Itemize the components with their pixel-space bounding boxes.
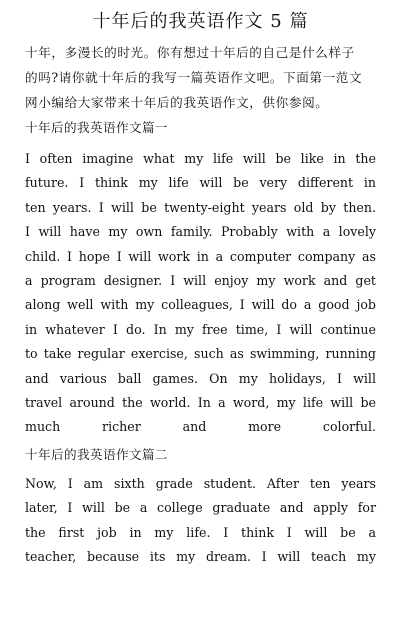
- essay-line: later, I will be a college graduate and apply for: [25, 500, 376, 516]
- essay-line: along well with my colleagues, I will do a good job: [25, 297, 376, 313]
- essay-line: future. I think my life will be very different in: [25, 175, 376, 191]
- essay-line: and various ball games. On my holidays, I will: [25, 370, 376, 386]
- essay-line: the first job in my life. I think I will be a: [25, 524, 376, 540]
- essay-line: a program designer. I will enjoy my work and get: [25, 273, 376, 289]
- essay-one: [25, 147, 376, 440]
- intro-line: 十年，多漫长的时光。你有想过十年后的自己是什么样子: [25, 45, 355, 60]
- essay-two: [25, 472, 376, 570]
- document-title: 十年后的我英语作文 5 篇: [92, 11, 309, 32]
- essay-line: Now, I am sixth grade student. After ten years: [25, 475, 376, 491]
- document-page: [0, 10, 400, 618]
- intro-line: 网小编给大家带来十年后的我英语作文，供你参阅。: [25, 95, 329, 110]
- essay-line: teacher, because its my dream. I will teach my: [25, 549, 376, 565]
- intro-line: 的吗?请你就十年后的我写一篇英语作文吧。下面第一范文: [25, 70, 363, 85]
- essay-line: much richer and more colorful.: [25, 419, 376, 435]
- essay-line: ten years. I will be twenty-eight years old by then.: [25, 199, 376, 215]
- intro-paragraph: [25, 40, 376, 115]
- essay-line: I will have my own family. Probably with a lovely: [25, 224, 376, 240]
- essay-line: travel around the world. In a word, my life will be: [25, 395, 376, 411]
- essay-line: to take regular exercise, such as swimming, running: [25, 346, 376, 362]
- section-heading-2: 十年后的我英语作文篇二: [25, 446, 168, 462]
- section-heading-1: 十年后的我英语作文篇一: [25, 120, 168, 135]
- essay-line: in whatever I do. In my free time, I will continue: [25, 321, 376, 337]
- essay-line: child. I hope I will work in a computer company as: [25, 248, 376, 264]
- essay-line: I often imagine what my life will be like in the: [25, 151, 376, 166]
